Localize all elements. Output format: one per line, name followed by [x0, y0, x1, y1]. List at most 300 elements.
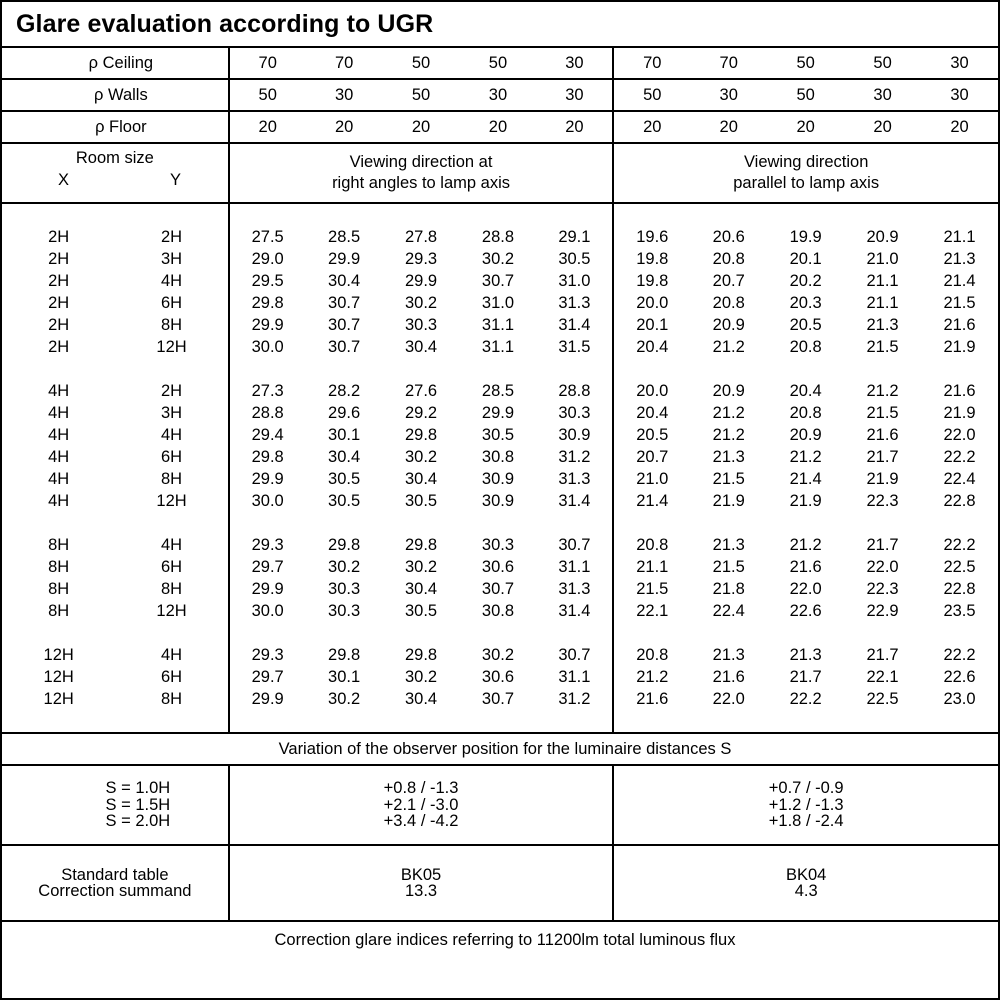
ugr-value: 29.9 — [404, 271, 438, 290]
ugr-value: 22.0 — [789, 579, 822, 598]
reflectance-ceiling-value: 30 — [921, 47, 998, 79]
room-y: 12H — [156, 337, 187, 356]
ugr-value: 29.8 — [229, 292, 306, 314]
ugr-value: 21.4 — [943, 271, 976, 290]
ugr-value: 20.5 — [613, 424, 690, 446]
table-row — [2, 336, 998, 358]
room-y: 4H — [161, 271, 183, 290]
ugr-value: 30.6 — [481, 557, 515, 576]
reflectance-walls-value: 30 — [690, 79, 767, 111]
ugr-value: 23.0 — [943, 689, 976, 708]
ugr-value: 30.7 — [328, 315, 361, 334]
ugr-value: 19.8 — [613, 248, 690, 270]
reflectance-ceiling-value: 50 — [844, 47, 921, 79]
ugr-value: 21.8 — [712, 579, 745, 598]
table-row — [2, 534, 998, 556]
ugr-value: 21.9 — [943, 337, 976, 356]
room-y: 4H — [161, 535, 183, 554]
variation-value-perpendicular: +2.1 / -3.0 — [383, 795, 459, 814]
variation-values-perpendicular — [229, 765, 614, 845]
ugr-value: 29.8 — [328, 645, 361, 664]
ugr-value: 28.5 — [481, 381, 515, 400]
room-x: 8H — [48, 535, 70, 554]
ugr-value: 31.4 — [558, 315, 591, 334]
ugr-value: 21.6 — [943, 315, 976, 334]
room-x: 2H — [48, 271, 70, 290]
ugr-value: 21.5 — [943, 293, 976, 312]
reflectance-floor-value: 20 — [690, 111, 767, 143]
reflectance-ceiling-value: 50 — [767, 47, 844, 79]
ugr-value: 31.3 — [558, 579, 591, 598]
spacer-cell — [229, 358, 614, 380]
ugr-value: 22.5 — [943, 557, 976, 576]
ugr-value: 22.6 — [943, 667, 976, 686]
reflectance-walls-value: 30 — [460, 79, 537, 111]
ugr-value: 31.5 — [558, 337, 591, 356]
variation-value-perpendicular: +3.4 / -4.2 — [383, 812, 459, 831]
reflectance-row-floor — [2, 111, 998, 143]
ugr-value: 22.3 — [866, 491, 899, 510]
reflectance-walls-value: 50 — [229, 79, 306, 111]
correction-summand-parallel: 4.3 — [794, 882, 818, 900]
ugr-value: 20.8 — [712, 293, 745, 312]
direction-header-perpendicular-line1: Viewing direction at — [349, 153, 493, 172]
ugr-value: 20.4 — [613, 402, 690, 424]
reflectance-walls-value: 30 — [921, 79, 998, 111]
ugr-value: 21.2 — [613, 666, 690, 688]
spacer-cell — [2, 203, 229, 226]
ugr-value: 30.8 — [481, 601, 515, 620]
direction-header-perpendicular-line2: right angles to lamp axis — [332, 174, 510, 192]
ugr-value: 20.0 — [613, 292, 690, 314]
variation-value-parallel: +1.2 / -1.3 — [768, 795, 844, 814]
spacer-cell — [2, 358, 229, 380]
ugr-value: 30.9 — [558, 425, 591, 444]
ugr-value: 31.1 — [558, 667, 591, 686]
ugr-value: 30.7 — [558, 535, 591, 554]
ugr-value: 30.4 — [404, 337, 438, 356]
ugr-value: 30.7 — [481, 689, 515, 708]
correction-summand-perpendicular: 13.3 — [404, 882, 438, 900]
table-row — [2, 248, 998, 270]
variation-value-parallel: +0.7 / -0.9 — [768, 779, 844, 798]
room-y: 6H — [161, 293, 183, 312]
ugr-value: 27.8 — [404, 227, 438, 246]
ugr-value: 21.2 — [712, 337, 745, 356]
room-y: 12H — [156, 491, 187, 510]
ugr-value: 31.0 — [558, 271, 591, 290]
variation-value-parallel: +1.8 / -2.4 — [768, 812, 844, 831]
ugr-value: 30.3 — [404, 315, 438, 334]
ugr-value: 21.5 — [866, 337, 899, 356]
correction-summand-label: Correction summand — [38, 882, 192, 900]
ugr-value: 22.4 — [712, 601, 745, 620]
table-row — [2, 600, 998, 622]
spacer-cell — [613, 203, 998, 226]
standard-table-parallel: BK04 — [785, 865, 827, 884]
ugr-value: 19.9 — [789, 227, 822, 246]
room-x: 4H — [48, 447, 70, 466]
ugr-value: 29.3 — [229, 534, 306, 556]
standard-table-label: Standard table — [61, 865, 169, 884]
table-row — [2, 402, 998, 424]
table-row — [2, 578, 998, 600]
ugr-value: 21.1 — [613, 556, 690, 578]
variation-label: S = 2.0H — [105, 812, 171, 831]
ugr-value: 23.5 — [943, 601, 976, 620]
ugr-value: 28.8 — [229, 402, 306, 424]
ugr-value: 28.8 — [558, 381, 591, 400]
ugr-value: 30.7 — [558, 645, 591, 664]
ugr-value: 20.8 — [789, 337, 822, 356]
ugr-value: 30.3 — [558, 403, 591, 422]
ugr-value: 30.2 — [328, 689, 361, 708]
room-y: 8H — [161, 579, 183, 598]
table-row — [2, 314, 998, 336]
ugr-value: 21.9 — [866, 469, 899, 488]
ugr-value: 21.2 — [866, 381, 899, 400]
ugr-value: 31.3 — [558, 293, 591, 312]
reflectance-walls-value: 30 — [306, 79, 383, 111]
variation-value-perpendicular: +0.8 / -1.3 — [383, 779, 459, 798]
ugr-value: 30.6 — [481, 667, 515, 686]
ugr-value: 22.8 — [943, 579, 976, 598]
reflectance-walls-value: 50 — [767, 79, 844, 111]
ugr-value: 30.5 — [404, 491, 438, 510]
room-x: 4H — [48, 381, 70, 400]
ugr-value: 31.1 — [481, 337, 515, 356]
ugr-value: 30.5 — [404, 601, 438, 620]
ugr-value: 29.4 — [229, 424, 306, 446]
ugr-value: 21.4 — [789, 469, 822, 488]
spacer-cell — [2, 622, 229, 644]
ugr-value: 31.3 — [558, 469, 591, 488]
ugr-value: 29.9 — [481, 403, 515, 422]
reflectance-floor-value: 20 — [229, 111, 306, 143]
ugr-value: 21.6 — [866, 425, 899, 444]
room-x: 2H — [48, 315, 70, 334]
table-row — [2, 270, 998, 292]
ugr-value: 21.5 — [613, 578, 690, 600]
ugr-value: 30.2 — [481, 249, 515, 268]
ugr-value: 20.4 — [789, 381, 822, 400]
ugr-value: 30.3 — [328, 579, 361, 598]
ugr-value: 29.8 — [404, 645, 438, 664]
spacer-cell — [229, 203, 614, 226]
ugr-value: 30.7 — [328, 337, 361, 356]
ugr-value: 21.3 — [712, 535, 745, 554]
ugr-value: 21.2 — [712, 425, 745, 444]
room-x: 2H — [48, 337, 70, 356]
ugr-value: 22.3 — [866, 579, 899, 598]
ugr-value: 31.4 — [558, 491, 591, 510]
ugr-value: 22.2 — [943, 535, 976, 554]
ugr-value: 21.5 — [712, 557, 745, 576]
room-y: 8H — [161, 469, 183, 488]
ugr-value: 21.6 — [943, 381, 976, 400]
ugr-value: 29.9 — [229, 314, 306, 336]
ugr-value: 28.5 — [328, 227, 361, 246]
room-y: 2H — [161, 227, 183, 246]
ugr-value: 20.9 — [866, 227, 899, 246]
standard-labels — [2, 845, 229, 921]
table-row — [2, 666, 998, 688]
reflectance-label-ceiling: ρ Ceiling — [2, 47, 229, 79]
room-y: 6H — [161, 557, 183, 576]
table-row — [2, 644, 998, 666]
ugr-value: 21.1 — [866, 271, 899, 290]
ugr-value: 21.9 — [789, 491, 822, 510]
ugr-value: 22.0 — [712, 689, 745, 708]
ugr-value: 29.0 — [229, 248, 306, 270]
direction-header-perpendicular — [229, 143, 614, 203]
ugr-value: 20.0 — [613, 380, 690, 402]
ugr-value: 30.1 — [328, 667, 361, 686]
ugr-value: 21.1 — [866, 293, 899, 312]
ugr-value: 20.8 — [789, 403, 822, 422]
reflectance-walls-value: 30 — [844, 79, 921, 111]
ugr-value: 22.0 — [943, 425, 976, 444]
room-x: 4H — [48, 425, 70, 444]
room-x: 12H — [43, 689, 74, 708]
ugr-value: 29.3 — [229, 644, 306, 666]
ugr-value: 30.9 — [481, 469, 515, 488]
room-x: 8H — [48, 579, 70, 598]
ugr-value: 31.1 — [481, 315, 515, 334]
ugr-value: 29.1 — [558, 227, 591, 246]
ugr-value: 30.7 — [328, 293, 361, 312]
ugr-value: 30.5 — [328, 469, 361, 488]
page-title: Glare evaluation according to UGR — [16, 10, 434, 38]
room-x: 2H — [48, 293, 70, 312]
ugr-value: 20.8 — [712, 249, 745, 268]
reflectance-floor-value: 20 — [767, 111, 844, 143]
room-x: 12H — [43, 667, 74, 686]
ugr-value: 29.5 — [229, 270, 306, 292]
ugr-value: 21.2 — [789, 535, 822, 554]
variation-block-row — [2, 765, 998, 845]
ugr-value: 27.5 — [229, 226, 306, 248]
room-x: 4H — [48, 491, 70, 510]
ugr-value: 20.8 — [613, 534, 690, 556]
ugr-value: 30.4 — [404, 689, 438, 708]
standard-block-row — [2, 845, 998, 921]
variation-label: S = 1.0H — [105, 779, 171, 798]
reflectance-label-floor: ρ Floor — [2, 111, 229, 143]
ugr-value: 22.2 — [943, 645, 976, 664]
footer-note: Correction glare indices referring to 11200lm total luminous flux — [2, 921, 998, 958]
room-y: 6H — [161, 667, 183, 686]
ugr-value: 30.5 — [328, 491, 361, 510]
ugr-value: 21.7 — [866, 645, 899, 664]
ugr-value: 30.2 — [404, 557, 438, 576]
ugr-value: 30.7 — [481, 579, 515, 598]
room-x: 4H — [48, 403, 70, 422]
table-row — [2, 556, 998, 578]
room-x: 8H — [48, 601, 70, 620]
ugr-value: 21.6 — [613, 688, 690, 710]
bottom-spacer-row — [2, 710, 998, 733]
spacer-cell — [613, 512, 998, 534]
reflectance-ceiling-value: 50 — [383, 47, 460, 79]
ugr-value: 19.8 — [613, 270, 690, 292]
room-y: 8H — [161, 315, 183, 334]
ugr-value: 22.5 — [866, 689, 899, 708]
table-row — [2, 292, 998, 314]
ugr-value: 20.9 — [789, 425, 822, 444]
table-row — [2, 490, 998, 512]
ugr-value: 21.0 — [866, 249, 899, 268]
ugr-value: 21.5 — [712, 469, 745, 488]
ugr-value: 29.9 — [328, 249, 361, 268]
direction-header-parallel — [613, 143, 998, 203]
ugr-value: 21.7 — [789, 667, 822, 686]
group-spacer-row — [2, 512, 998, 534]
ugr-value: 22.0 — [866, 557, 899, 576]
ugr-value: 30.1 — [328, 425, 361, 444]
room-x: 2H — [48, 249, 70, 268]
ugr-value: 22.4 — [943, 469, 976, 488]
room-x: 8H — [48, 557, 70, 576]
ugr-value: 29.9 — [229, 578, 306, 600]
ugr-value: 20.4 — [613, 336, 690, 358]
spacer-cell — [229, 622, 614, 644]
ugr-value: 21.6 — [789, 557, 822, 576]
ugr-value: 30.0 — [229, 490, 306, 512]
ugr-value: 30.3 — [481, 535, 515, 554]
table-row — [2, 424, 998, 446]
ugr-value: 20.1 — [789, 249, 822, 268]
room-x: 2H — [48, 227, 70, 246]
spacer-cell — [229, 512, 614, 534]
room-x: 4H — [48, 469, 70, 488]
ugr-value: 21.1 — [943, 227, 976, 246]
ugr-value: 22.2 — [789, 689, 822, 708]
room-y: 3H — [161, 249, 183, 268]
ugr-value: 30.4 — [404, 579, 438, 598]
ugr-value: 29.9 — [229, 468, 306, 490]
ugr-value: 22.1 — [866, 667, 899, 686]
room-y: 8H — [161, 689, 183, 708]
table-row — [2, 468, 998, 490]
ugr-value: 29.8 — [404, 535, 438, 554]
variation-note-row — [2, 733, 998, 765]
ugr-value: 22.2 — [943, 447, 976, 466]
ugr-value: 29.9 — [229, 688, 306, 710]
ugr-value: 27.6 — [404, 381, 438, 400]
ugr-value: 30.4 — [328, 447, 361, 466]
room-y: 4H — [161, 425, 183, 444]
table-row — [2, 446, 998, 468]
room-y: 6H — [161, 447, 183, 466]
ugr-value: 21.2 — [789, 447, 822, 466]
variation-note: Variation of the observer position for the luminaire distances S — [2, 733, 998, 765]
spacer-cell — [613, 358, 998, 380]
room-size-header — [2, 143, 229, 203]
reflectance-floor-value: 20 — [460, 111, 537, 143]
ugr-value: 20.7 — [613, 446, 690, 468]
ugr-value: 20.3 — [789, 293, 822, 312]
reflectance-label-walls: ρ Walls — [2, 79, 229, 111]
ugr-value: 21.3 — [712, 645, 745, 664]
ugr-value: 30.2 — [328, 557, 361, 576]
ugr-value: 21.9 — [712, 491, 745, 510]
room-y: 12H — [156, 601, 187, 620]
variation-values-parallel — [613, 765, 998, 845]
ugr-value: 20.5 — [789, 315, 822, 334]
table-row — [2, 688, 998, 710]
ugr-value: 21.4 — [613, 490, 690, 512]
ugr-value: 21.7 — [866, 535, 899, 554]
variation-labels — [2, 765, 229, 845]
ugr-value: 21.9 — [943, 403, 976, 422]
ugr-value: 30.2 — [404, 667, 438, 686]
data-spacer-row — [2, 203, 998, 226]
ugr-value: 20.9 — [712, 381, 745, 400]
reflectance-floor-value: 20 — [844, 111, 921, 143]
room-size-x-label: X — [58, 171, 70, 189]
ugr-value: 29.8 — [229, 446, 306, 468]
ugr-value: 30.0 — [229, 336, 306, 358]
spacer-cell — [229, 710, 614, 733]
table-row — [2, 380, 998, 402]
ugr-value: 30.4 — [328, 271, 361, 290]
group-spacer-row — [2, 358, 998, 380]
reflectance-ceiling-value: 70 — [690, 47, 767, 79]
direction-header-parallel-line2: parallel to lamp axis — [733, 174, 880, 192]
spacer-cell — [2, 710, 229, 733]
room-y: 2H — [161, 381, 183, 400]
ugr-value: 20.6 — [712, 227, 745, 246]
ugr-value: 30.9 — [481, 491, 515, 510]
table-row — [2, 226, 998, 248]
ugr-value: 31.2 — [558, 689, 591, 708]
reflectance-floor-value: 20 — [306, 111, 383, 143]
reflectance-ceiling-value: 50 — [460, 47, 537, 79]
ugr-value: 21.3 — [712, 447, 745, 466]
direction-header-parallel-line1: Viewing direction — [743, 153, 869, 172]
ugr-value: 21.3 — [943, 249, 976, 268]
reflectance-walls-value: 50 — [383, 79, 460, 111]
ugr-value: 30.2 — [404, 447, 438, 466]
variation-label: S = 1.5H — [105, 795, 171, 814]
ugr-table — [2, 46, 998, 958]
room-size-title: Room size — [75, 149, 154, 167]
ugr-value: 30.7 — [481, 271, 515, 290]
ugr-value: 22.6 — [789, 601, 822, 620]
ugr-value: 20.7 — [712, 271, 745, 290]
ugr-value: 22.1 — [613, 600, 690, 622]
reflectance-walls-value: 50 — [613, 79, 690, 111]
ugr-value: 21.0 — [613, 468, 690, 490]
reflectance-ceiling-value: 30 — [536, 47, 613, 79]
room-y: 3H — [161, 403, 183, 422]
direction-header-row — [2, 143, 998, 203]
ugr-value: 29.3 — [404, 249, 438, 268]
ugr-value: 31.2 — [558, 447, 591, 466]
ugr-value: 27.3 — [229, 380, 306, 402]
ugr-value: 19.6 — [613, 226, 690, 248]
reflectance-floor-value: 20 — [613, 111, 690, 143]
ugr-value: 29.7 — [229, 556, 306, 578]
ugr-value: 20.9 — [712, 315, 745, 334]
ugr-value: 21.6 — [712, 667, 745, 686]
standard-table-perpendicular: BK05 — [400, 865, 442, 884]
reflectance-ceiling-value: 70 — [613, 47, 690, 79]
ugr-value: 29.7 — [229, 666, 306, 688]
reflectance-ceiling-value: 70 — [306, 47, 383, 79]
room-y: 4H — [161, 645, 183, 664]
